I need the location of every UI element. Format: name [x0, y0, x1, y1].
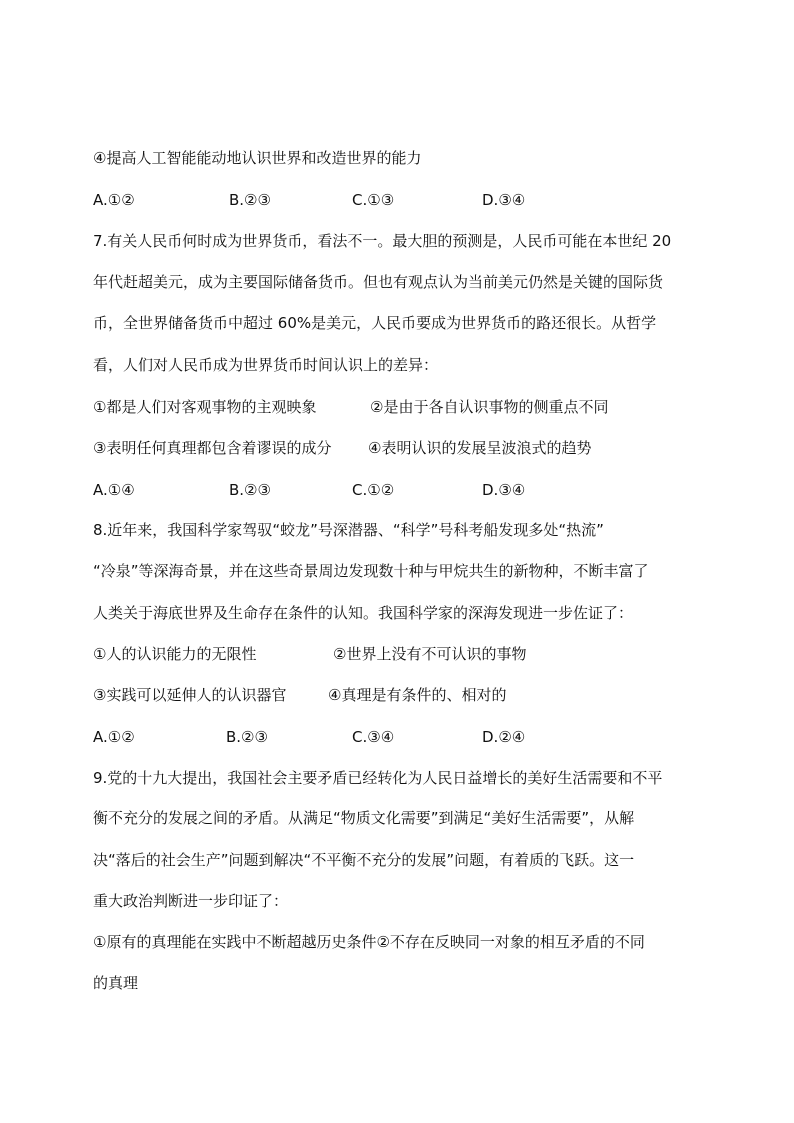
- q7-option-c: C.①②: [352, 481, 395, 499]
- q6-option-b: B.②③: [229, 191, 271, 209]
- q9-stem-line-2: 衡不充分的发展之间的矛盾。从满足“物质文化需要”到满足“美好生活需要”，从解: [93, 809, 635, 827]
- q9-item-line-1: ①原有的真理能在实践中不断超越历史条件②不存在反映同一对象的相互矛盾的不同: [93, 933, 645, 951]
- q8-item-1: ①人的认识能力的无限性: [93, 645, 257, 663]
- q8-item-4: ④真理是有条件的、相对的: [328, 686, 507, 704]
- q6-option-d: D.③④: [482, 191, 526, 209]
- q9-item-line-2: 的真理: [93, 974, 139, 992]
- q7-stem-line-2: 年代赶超美元，成为主要国际储备货币。但也有观点认为当前美元仍然是关键的国际货: [93, 273, 664, 291]
- q6-item-4: ④提高人工智能能动地认识世界和改造世界的能力: [93, 149, 422, 167]
- q8-stem-line-2: “冷泉”等深海奇景，并在这些奇景周边发现数十种与甲烷共生的新物种，不断丰富了: [93, 562, 649, 580]
- q6-option-c: C.①③: [352, 191, 395, 209]
- q8-option-a: A.①②: [93, 728, 135, 746]
- q8-item-2: ②世界上没有不可认识的事物: [333, 645, 527, 663]
- q9-stem-line-1: 9.党的十九大提出，我国社会主要矛盾已经转化为人民日益增长的美好生活需要和不平: [93, 769, 663, 787]
- q7-item-2: ②是由于各自认识事物的侧重点不同: [370, 398, 609, 416]
- q6-option-a: A.①②: [93, 191, 135, 209]
- q7-item-1: ①都是人们对客观事物的主观映象: [93, 398, 317, 416]
- q7-item-4: ④表明认识的发展呈波浪式的趋势: [368, 439, 592, 457]
- q8-stem-line-1: 8.近年来，我国科学家驾驭“蛟龙”号深潜器、“科学”号科考船发现多处“热流”: [93, 521, 604, 539]
- q7-stem-line-3: 币，全世界储备货币中超过 60%是美元，人民币要成为世界货币的路还很长。从哲学: [93, 314, 657, 332]
- q8-option-c: C.③④: [352, 728, 395, 746]
- q7-option-b: B.②③: [229, 481, 271, 499]
- q7-option-d: D.③④: [482, 481, 526, 499]
- q9-stem-line-4: 重大政治判断进一步印证了：: [93, 892, 289, 910]
- q8-item-3: ③实践可以延伸人的认识器官: [93, 686, 287, 704]
- q9-stem-line-3: 决“落后的社会生产”问题到解决“不平衡不充分的发展”问题，有着质的飞跃。这一: [93, 851, 635, 869]
- q7-item-3: ③表明任何真理都包含着谬误的成分: [93, 439, 332, 457]
- q8-stem-line-3: 人类关于海底世界及生命存在条件的认知。我国科学家的深海发现进一步佐证了：: [93, 604, 634, 622]
- q7-stem-line-1: 7.有关人民币何时成为世界货币，看法不一。最大胆的预测是，人民币可能在本世纪 20: [93, 232, 672, 250]
- q8-option-b: B.②③: [226, 728, 268, 746]
- q7-option-a: A.①④: [93, 481, 135, 499]
- q8-option-d: D.②④: [482, 728, 526, 746]
- q7-stem-line-4: 看，人们对人民币成为世界货币时间认识上的差异：: [93, 356, 439, 374]
